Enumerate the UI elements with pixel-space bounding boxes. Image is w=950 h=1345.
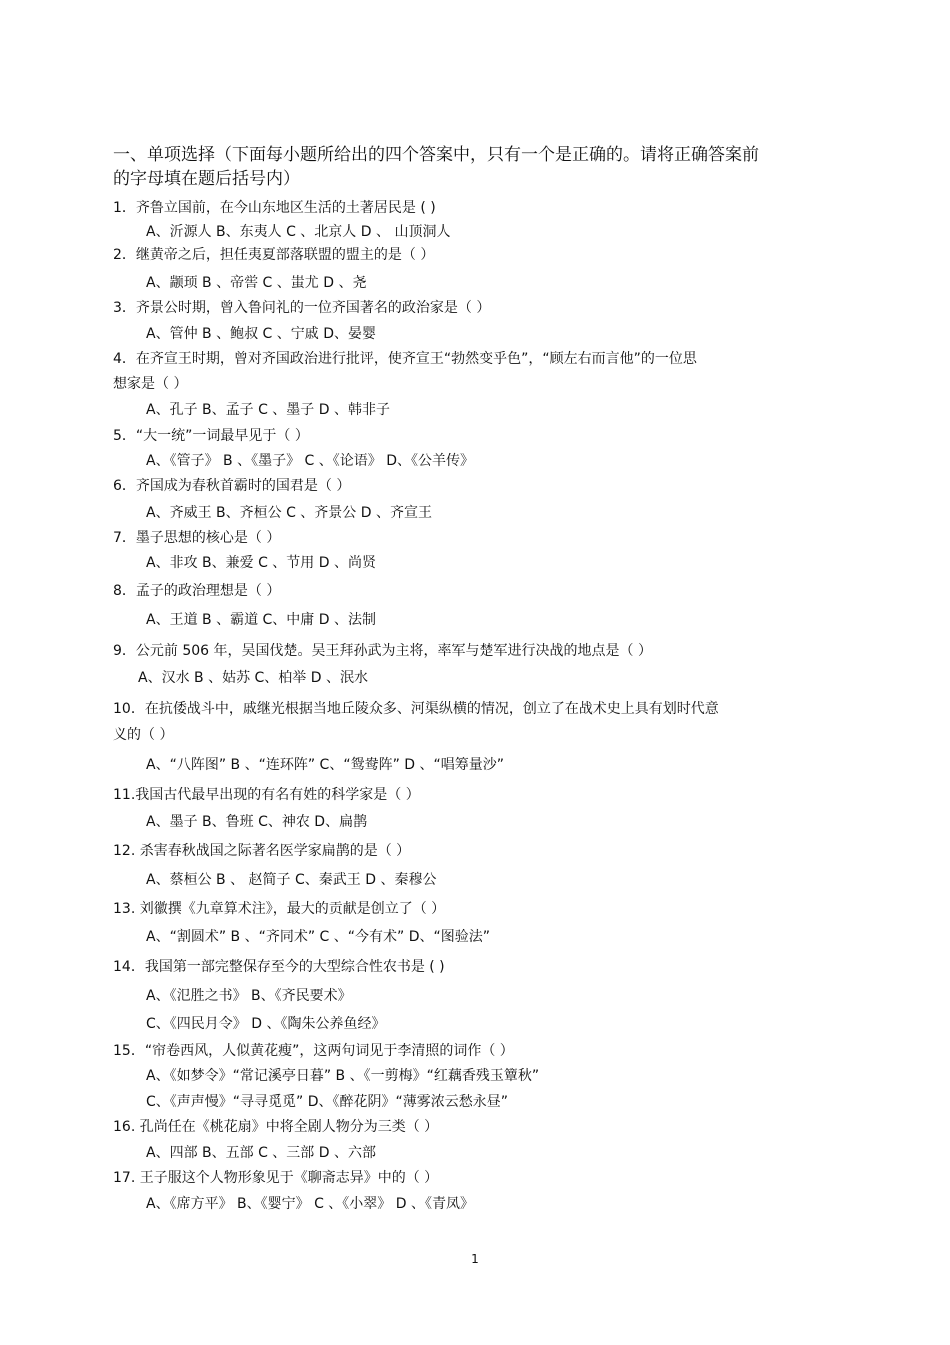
question-15-stem: 15．“帘卷西风，人似黄花瘦”，这两句词见于李清照的词作（ ） — [113, 1043, 514, 1059]
question-14-stem: 14．我国第一部完整保存至今的大型综合性农书是 ( ) — [113, 959, 445, 975]
page-number: 1 — [471, 1252, 479, 1266]
question-8-stem: 8．孟子的政治理想是（ ） — [113, 583, 281, 599]
question-14-options: A、《氾胜之书》 B、《齐民要术》 — [146, 988, 352, 1004]
question-9-options: A、汉水 B 、姑苏 C、柏举 D 、泯水 — [138, 670, 368, 686]
question-11-options: A、墨子 B、鲁班 C、神农 D、扁鹊 — [146, 814, 368, 830]
question-6-stem: 6．齐国成为春秋首霸时的国君是（ ） — [113, 478, 351, 494]
question-3-options: A、管仲 B 、鲍叔 C 、宁戚 D、晏婴 — [146, 326, 376, 342]
question-13-options: A、“割圆术” B 、“齐同术” C 、“今有术” D、“图验法” — [146, 929, 491, 945]
question-11-stem: 11.我国古代最早出现的有名有姓的科学家是（ ） — [113, 787, 420, 803]
section-heading — [113, 143, 813, 191]
question-14-options-second-row: C、《四民月令》 D 、《陶朱公养鱼经》 — [146, 1016, 386, 1032]
question-10-options: A、“八阵图” B 、“连环阵” C、“鸳鸯阵” D 、“唱筹量沙” — [146, 757, 505, 773]
question-12-options: A、蔡桓公 B 、 赵简子 C、秦武王 D 、秦穆公 — [146, 872, 437, 888]
question-5-options: A、《管子》 B 、《墨子》 C 、《论语》 D、《公羊传》 — [146, 453, 474, 469]
question-1-options: A、沂源人 B、东夷人 C 、北京人 D 、 山顶洞人 — [146, 224, 451, 240]
question-12-stem: 12. 杀害春秋战国之际著名医学家扁鹊的是（ ） — [113, 843, 411, 859]
section-heading-line-1: 一、单项选择（下面每小题所给出的四个答案中，只有一个是正确的。请将正确答案前 — [113, 145, 759, 165]
question-15-options: A、《如梦令》“常记溪亭日暮” B 、《一剪梅》“红藕香残玉簟秋” — [146, 1068, 540, 1084]
question-4-stem-continued: 想家是（ ） — [113, 376, 188, 392]
question-10-stem: 10．在抗倭战斗中，戚继光根据当地丘陵众多、河渠纵横的情况，创立了在战术史上具有划时代意 — [113, 701, 719, 717]
question-7-stem: 7．墨子思想的核心是（ ） — [113, 530, 281, 546]
question-17-options: A、《席方平》 B、《婴宁》 C 、《小翠》 D 、《青凤》 — [146, 1196, 474, 1212]
question-2-options: A、颛顼 B 、帝喾 C 、蚩尤 D 、尧 — [146, 275, 367, 291]
question-4-options: A、孔子 B、孟子 C 、墨子 D 、韩非子 — [146, 402, 390, 418]
question-4-stem: 4．在齐宣王时期，曾对齐国政治进行批评，使齐宣王“勃然变乎色”，“顾左右而言他”的一位思 — [113, 351, 697, 367]
question-3-stem: 3．齐景公时期，曾入鲁问礼的一位齐国著名的政治家是（ ） — [113, 300, 491, 316]
question-5-stem: 5．“大一统”一词最早见于（ ） — [113, 428, 309, 444]
question-1-stem: 1．齐鲁立国前，在今山东地区生活的土著居民是 ( ) — [113, 200, 436, 216]
question-16-stem: 16. 孔尚任在《桃花扇》中将全剧人物分为三类（ ） — [113, 1119, 439, 1135]
question-8-options: A、王道 B 、霸道 C、中庸 D 、法制 — [146, 612, 376, 628]
question-16-options: A、四部 B、五部 C 、三部 D 、六部 — [146, 1145, 376, 1161]
question-15-options-second-row: C、《声声慢》“寻寻觅觅” D、《醉花阴》“薄雾浓云愁永昼” — [146, 1094, 509, 1110]
question-2-stem: 2．继黄帝之后，担任夷夏部落联盟的盟主的是（ ） — [113, 247, 435, 263]
question-7-options: A、非攻 B、兼爱 C 、节用 D 、尚贤 — [146, 555, 376, 571]
question-13-stem: 13. 刘徽撰《九章算术注》，最大的贡献是创立了（ ） — [113, 901, 446, 917]
question-6-options: A、齐威王 B、齐桓公 C 、齐景公 D 、齐宣王 — [146, 505, 432, 521]
question-10-stem-continued: 义的（ ） — [113, 727, 174, 743]
section-heading-line-2: 的字母填在题后括号内） — [113, 169, 300, 189]
question-9-stem: 9．公元前 506 年，吴国伐楚。吴王拜孙武为主将，率军与楚军进行决战的地点是（ ） — [113, 643, 652, 659]
question-17-stem: 17. 王子服这个人物形象见于《聊斋志异》中的（ ） — [113, 1170, 439, 1186]
